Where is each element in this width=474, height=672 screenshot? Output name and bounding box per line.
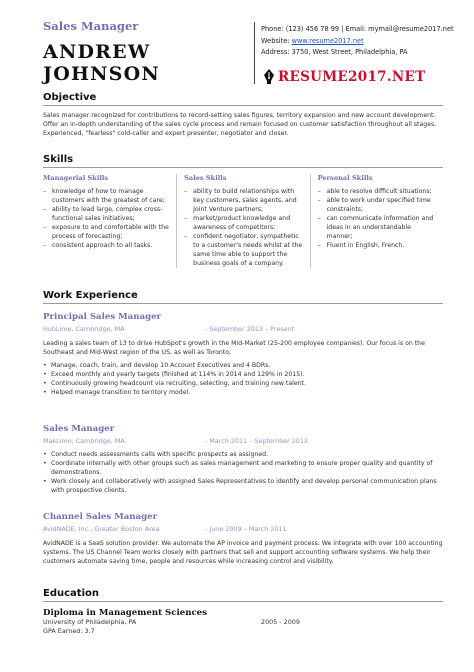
job-company: MakLimo, Cambridge, MA xyxy=(43,437,125,445)
job-role: Channel Sales Manager xyxy=(43,512,158,522)
skill-list xyxy=(184,187,303,268)
skill-item: – can communicate information and ideas in an understandable manner; xyxy=(318,214,437,241)
job-title: Sales Manager xyxy=(43,19,139,33)
skill-heading: Personal Skills xyxy=(317,174,373,182)
fountain-pen-icon xyxy=(262,69,276,85)
contact-info xyxy=(261,24,461,59)
job-company: HubLime, Cambridge, MA xyxy=(43,325,125,333)
header-divider xyxy=(254,22,255,84)
job-bullet: • Manage, coach, train, and develop 10 Account Executives and 4 BDRs. xyxy=(43,361,443,370)
skill-item: – Fluent in English, French. xyxy=(318,241,437,250)
job-dates: - September 2013 – Present xyxy=(205,325,295,333)
skills-section xyxy=(43,154,443,268)
site-logo xyxy=(262,69,425,85)
job-dates: - March 2011 – September 2013 xyxy=(205,437,308,445)
work-section xyxy=(43,290,443,304)
job-bullet: • Coordinate internally with other groups such as sales management and marketing to ensure proper quality and quantity of demonstrations. xyxy=(43,459,443,477)
skill-item: – confident negotiator, sympathetic to a customer's needs whilst at the same time able to support the business goals of a company. xyxy=(184,232,303,268)
education-row xyxy=(43,618,443,627)
job-meta xyxy=(43,525,443,533)
skill-column-personal xyxy=(310,174,443,268)
skill-item: – consistent approach to all tasks. xyxy=(43,241,170,250)
job-bullet: • Exceed monthly and yearly targets (finished at 114% in 2014 and 129% in 2015). xyxy=(43,370,443,379)
skill-heading: Managerial Skills xyxy=(43,174,109,182)
job-bullets xyxy=(43,361,443,397)
job-entry xyxy=(43,424,443,495)
job-bullet: • Work closely and collaboratively with assigned Sales Representatives to identify and develop personal communication plans with prospective clients. xyxy=(43,477,443,495)
skills-columns xyxy=(43,174,443,268)
job-description: Leading a sales team of 13 to drive HubSpot's growth in the Mid-Market (25-200 employee companies). Our focus is on the Southeast and Mid-West region of the US, as well as Toronto; xyxy=(43,340,425,356)
logo-text: RESUME2017.NET xyxy=(278,69,426,85)
skill-item: – ability to lead large, complex cross-functional sales initiatives; xyxy=(43,205,170,223)
job-bullet: • Conduct needs assessments calls with specific prospects as assigned. xyxy=(43,450,443,459)
website-label: Website: xyxy=(261,36,292,45)
education-gpa-row xyxy=(43,627,443,636)
job-meta xyxy=(43,325,443,333)
address-line: Address: 3750, West Street, Philadelphia, PA xyxy=(261,48,408,57)
education-degree: Diploma in Management Sciences xyxy=(43,608,207,618)
education-gpa: GPA Earned: 3.7 xyxy=(43,627,95,635)
skill-item: – ability to build relationships with key customers, sales agents, and Joint Venture partners; xyxy=(184,187,303,214)
section-title-skills: Skills xyxy=(43,154,443,168)
skill-item: – knowledge of how to manage customers with the greatest of care; xyxy=(43,187,170,205)
education-school: University of Philadelphia, PA xyxy=(43,618,137,626)
section-title-work: Work Experience xyxy=(43,290,443,304)
job-company: AvidNADE, Inc., Greater Boston Area xyxy=(43,525,160,533)
phone-email-line: Phone: (123) 456 78 99 | Email: mymail@resume2017.net xyxy=(261,25,454,33)
skill-list xyxy=(43,187,170,250)
website-link[interactable]: www.resume2017.net xyxy=(291,36,364,45)
job-meta xyxy=(43,437,443,445)
job-entry xyxy=(43,512,443,566)
section-title-objective: Objective xyxy=(43,92,443,106)
objective-text: Sales manager recognized for contributions to record-setting sales figures, territory expansion and new account development. Offer an in-depth understanding of the sales cycle process and remain focused on customer satisfaction throughout all stages. Experienced, "fearless" cold-caller and expert presenter, negotiator and closer. xyxy=(43,112,437,137)
skill-item: – able to work under specified time constraints; xyxy=(318,196,437,214)
skill-item: – able to resolve difficult situations; xyxy=(318,187,437,196)
skill-list xyxy=(318,187,437,250)
header-left xyxy=(43,19,253,85)
objective-section xyxy=(43,92,443,138)
education-dates: 2005 - 2009 xyxy=(261,618,300,626)
section-title-education: Education xyxy=(43,588,443,602)
candidate-name: ANDREW JOHNSON xyxy=(43,41,160,85)
job-bullets xyxy=(43,450,443,495)
skill-column-sales xyxy=(176,174,309,268)
job-bullet: • Continuously growing headcount via recruiting, selecting, and training new talent. xyxy=(43,379,443,388)
job-dates: - June 2009 – March 2011 xyxy=(205,525,287,533)
job-entry xyxy=(43,312,443,397)
job-description: AvidNADE is a SaaS solution provider. We automate the AP invoice and payment process. We integrate with over 100 accounting systems. The US Channel Team works closely with partners that sell and support accounting software systems. We help their customers automate saving time, people and resources while increasing control and visibility. xyxy=(43,540,443,565)
job-role: Principal Sales Manager xyxy=(43,312,162,322)
job-role: Sales Manager xyxy=(43,424,115,434)
skill-column-managerial xyxy=(43,174,176,268)
skill-item: – market/product knowledge and awareness of competitors; xyxy=(184,214,303,232)
skill-heading: Sales Skills xyxy=(184,174,227,182)
website-line xyxy=(261,36,461,48)
education-section xyxy=(43,588,443,636)
job-bullet: • Helped manage transition to territory model. xyxy=(43,388,443,397)
skill-item: – exposure to and comfortable with the process of forecasting; xyxy=(43,223,170,241)
